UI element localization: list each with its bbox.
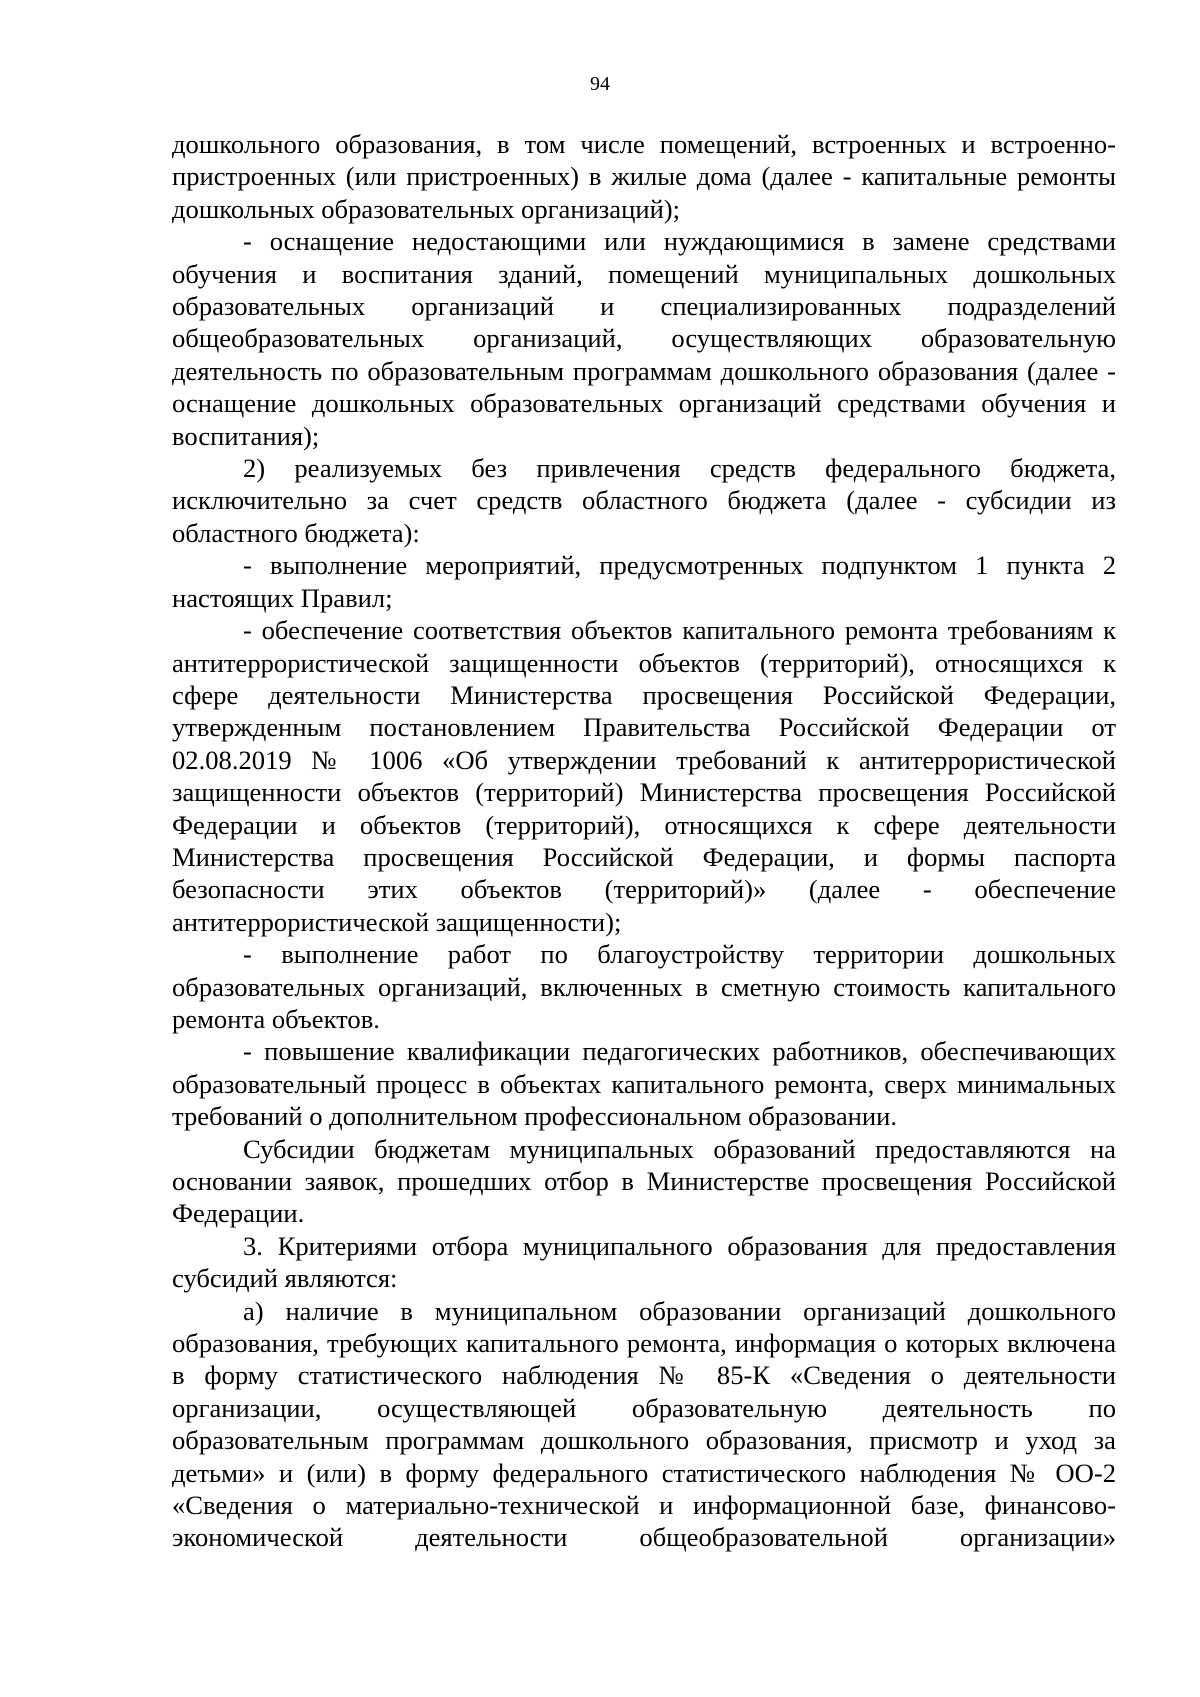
paragraph-subsidies: Субсидии бюджетам муниципальных образований предоставляются на основании заявок, прошедших отбор в Министерстве просвещения Российской Федерации. (172, 1133, 1116, 1229)
paragraph-activities: - выполнение мероприятий, предусмотренных подпунктом 1 пункта 2 настоящих Правил; (172, 550, 1116, 613)
page-number: 94 (590, 73, 610, 95)
paragraph-antiterrorism: - обеспечение соответствия объектов капитального ремонта требованиям к антитеррористической защищенности объектов (территорий), относящихся к сфере деятельности Министерства просвещения Российской Федерации, утвержденным постановлением Правительства Российской Федерации от 02.08.2019 № 1006 «Об утверждении требований к антитеррористической защищенности объектов (территорий) Министерства просвещения Российской Федерации и объектов (территорий), относящихся к сфере деятельности Министерства просвещения Российской Федерации, и формы паспорта безопасности этих объектов (территорий)» (далее - обеспечение антитеррористической защищенности); (172, 615, 1116, 937)
paragraph-qualification: - повышение квалификации педагогических работников, обеспечивающих образовательный процесс в объектах капитального ремонта, сверх минимальных требований о дополнительном профессиональном образовании. (172, 1036, 1116, 1132)
paragraph-criterion-a: а) наличие в муниципальном образовании организаций дошкольного образования, требующих капитального ремонта, информация о которых включена в форму статистического наблюдения № 85-К «Сведения о деятельности организации, осуществляющей образовательную деятельность по образовательным программам дошкольного образования, присмотр и уход за детьми» и (или) в форму федерального статистического наблюдения № ОО-2 «Сведения о материально-технической и информационной базе, финансово-экономической деятельности общеобразовательной организации» (172, 1295, 1116, 1553)
paragraph-regional-budget: 2) реализуемых без привлечения средств федерального бюджета, исключительно за счет средств областного бюджета (далее - субсидии из областного бюджета): (172, 453, 1116, 548)
paragraph-equipment: - оснащение недостающими или нуждающимися в замене средствами обучения и воспитания зданий, помещений муниципальных дошкольных образовательных организаций и специализированных подразделений общеобразовательных организаций, осуществляющих образовательную деятельность по образовательным программам дошкольного образования (далее - оснащение дошкольных образовательных организаций средствами обучения и воспитания); (172, 226, 1116, 451)
paragraph-criteria: 3. Критериями отбора муниципального образования для предоставления субсидий являются: (172, 1230, 1116, 1294)
paragraph-continuation: дошкольного образования, в том числе помещений, встроенных и встроенно-пристроенных (или пристроенных) в жилые дома (далее - капитальные ремонты дошкольных образовательных организаций); (172, 129, 1116, 224)
document-body (172, 128, 1116, 1554)
paragraph-landscaping: - выполнение работ по благоустройству территории дошкольных образовательных организаций, включенных в сметную стоимость капитального ремонта объектов. (172, 939, 1116, 1034)
